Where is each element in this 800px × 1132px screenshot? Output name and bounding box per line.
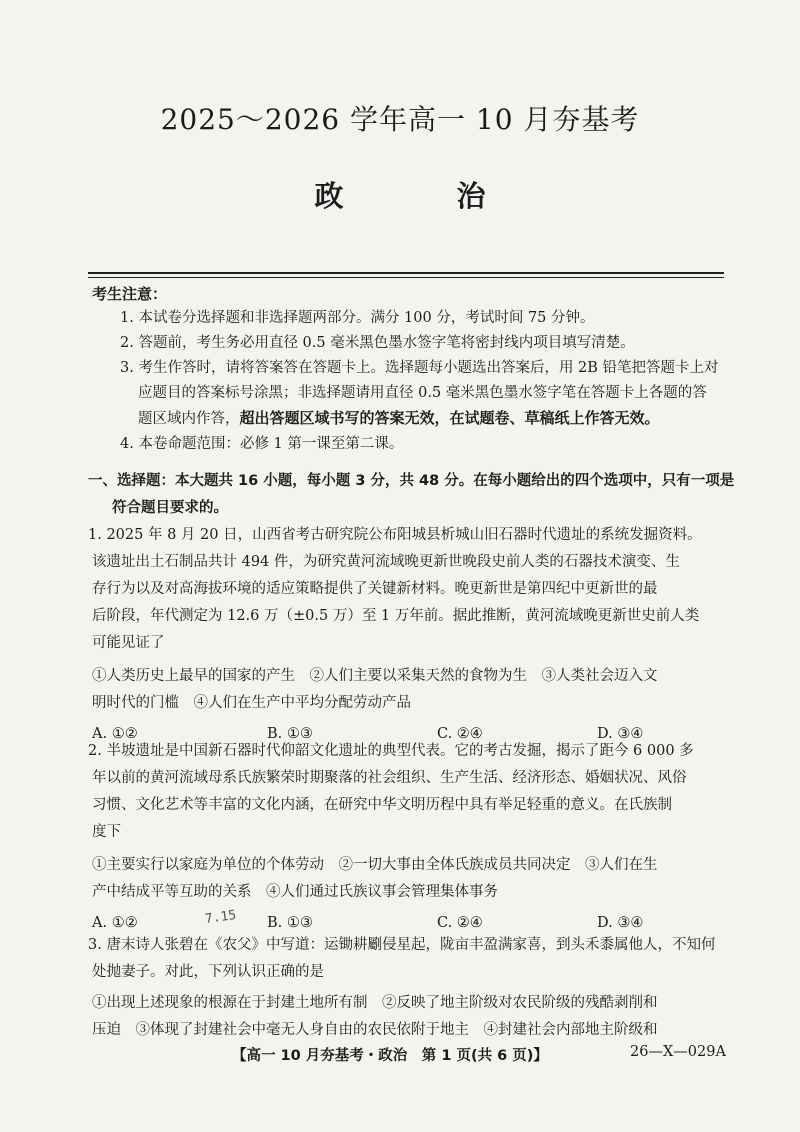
notice-item-3c	[92, 406, 732, 432]
q1-line: 存行为以及对高海拔环境的适应策略提供了关键新材料。晚更新世是第四纪中更新世的最	[92, 581, 658, 597]
handwritten-note: 7.15	[204, 907, 238, 928]
q2-line: 年以前的黄河流域母系氏族繁荣时期聚落的社会组织、生产生活、经济形态、婚姻状况、风俗	[92, 770, 687, 786]
q1-line: 1. 2025 年 8 月 20 日，山西省考古研究院公布阳城县析城山旧石器时代遗址的系统发掘资料。	[88, 527, 702, 543]
q1-line: ①人类历史上最早的国家的产生 ②人们主要以采集天然的食物为生 ③人类社会迈入文	[92, 668, 658, 684]
q2-line: 度下	[92, 824, 121, 840]
section-heading	[88, 468, 738, 522]
q2-option-a: A. ①②	[92, 915, 138, 931]
notice-item-3c-text: 题区域内作答，	[138, 411, 240, 427]
q2-line: 习惯、文化艺术等丰富的文化内涵，在研究中华文明历程中具有举足轻重的意义。在氏族制	[92, 797, 672, 813]
q2-option-b: B. ①③	[267, 915, 313, 931]
notice-item-3-bold: 超出答题区域书写的答案无效，在试题卷、草稿纸上作答无效。	[239, 409, 660, 427]
q1-line: 该遗址出土石制品共计 494 件，为研究黄河流域晚更新世晚段史前人类的石器技术演变、生	[92, 554, 680, 570]
q3-line: 压迫 ③体现了封建社会中毫无人身自由的农民依附于地主 ④封建社会内部地主阶级和	[92, 1022, 658, 1038]
subject-title: 政 治	[314, 179, 528, 213]
page-footer: 【高一 10 月夯基考・政治 第 1 页(共 6 页)】	[232, 1048, 548, 1064]
paper-code: 26—X—029A	[630, 1044, 726, 1060]
question-1	[88, 522, 732, 748]
q2-line: ①主要实行以家庭为单位的个体劳动 ②一切大事由全体氏族成员共同决定 ③人们在生	[92, 857, 658, 873]
question-2	[88, 738, 732, 937]
q2-option-d: D. ③④	[597, 915, 644, 931]
q2-line: 2. 半坡遗址是中国新石器时代仰韶文化遗址的典型代表。它的考古发掘，揭示了距今 6 000 多	[88, 743, 694, 759]
q1-line: 可能见证了	[92, 635, 165, 651]
q1-option-a: A. ①②	[92, 726, 138, 742]
q3-line: 3. 唐末诗人张碧在《农父》中写道：运锄耕劚侵星起，陇亩丰盈满家喜，到头禾黍属他人，不知何	[88, 937, 716, 953]
q1-line: 明时代的门槛 ④人们在生产中平均分配劳动产品	[92, 695, 411, 711]
q2-option-c: C. ②④	[437, 915, 483, 931]
q1-option-d: D. ③④	[597, 726, 644, 742]
q3-line: ①出现上述现象的根源在于封建土地所有制 ②反映了地主阶级对农民阶级的残酷剥削和	[92, 995, 658, 1011]
notice-item-2: 2. 答题前，考生务必用直径 0.5 毫米黑色墨水签字笔将密封线内项目填写清楚。	[120, 335, 635, 351]
divider-thick	[88, 272, 724, 274]
q2-line: 产中结成平等互助的关系 ④人们通过氏族议事会管理集体事务	[92, 884, 498, 900]
notice-item-1: 1. 本试卷分选择题和非选择题两部分。满分 100 分，考试时间 75 分钟。	[120, 310, 595, 326]
notice-item-3b: 应题目的答案标号涂黑；非选择题请用直径 0.5 毫米黑色墨水签字笔在答题卡上各题的答	[138, 385, 707, 401]
q1-option-b: B. ①③	[267, 726, 313, 742]
section-line-1: 一、选择题：本大题共 16 小题，每小题 3 分，共 48 分。在每小题给出的四个选项中，只有一项是	[88, 473, 735, 489]
section-line-2: 符合题目要求的。	[112, 500, 228, 516]
notice-box	[92, 282, 732, 457]
notice-item-3a: 3. 考生作答时，请将答案答在答题卡上。选择题每小题选出答案后，用 2B 铅笔把答题卡上对	[120, 360, 719, 376]
notice-item-4: 4. 本卷命题范围：必修 1 第一课至第二课。	[120, 436, 404, 452]
q1-line: 后阶段，年代测定为 12.6 万（±0.5 万）至 1 万年前。据此推断，黄河流域晚更新世史前人类	[92, 608, 700, 624]
question-3	[88, 932, 732, 1044]
q3-line: 处抛妻子。对此，下列认识正确的是	[92, 964, 324, 980]
q1-option-c: C. ②④	[437, 726, 483, 742]
notice-heading: 考生注意：	[92, 285, 168, 303]
exam-title: 2025～2026 学年高一 10 月夯基考	[160, 103, 640, 136]
divider-thin	[88, 277, 724, 278]
